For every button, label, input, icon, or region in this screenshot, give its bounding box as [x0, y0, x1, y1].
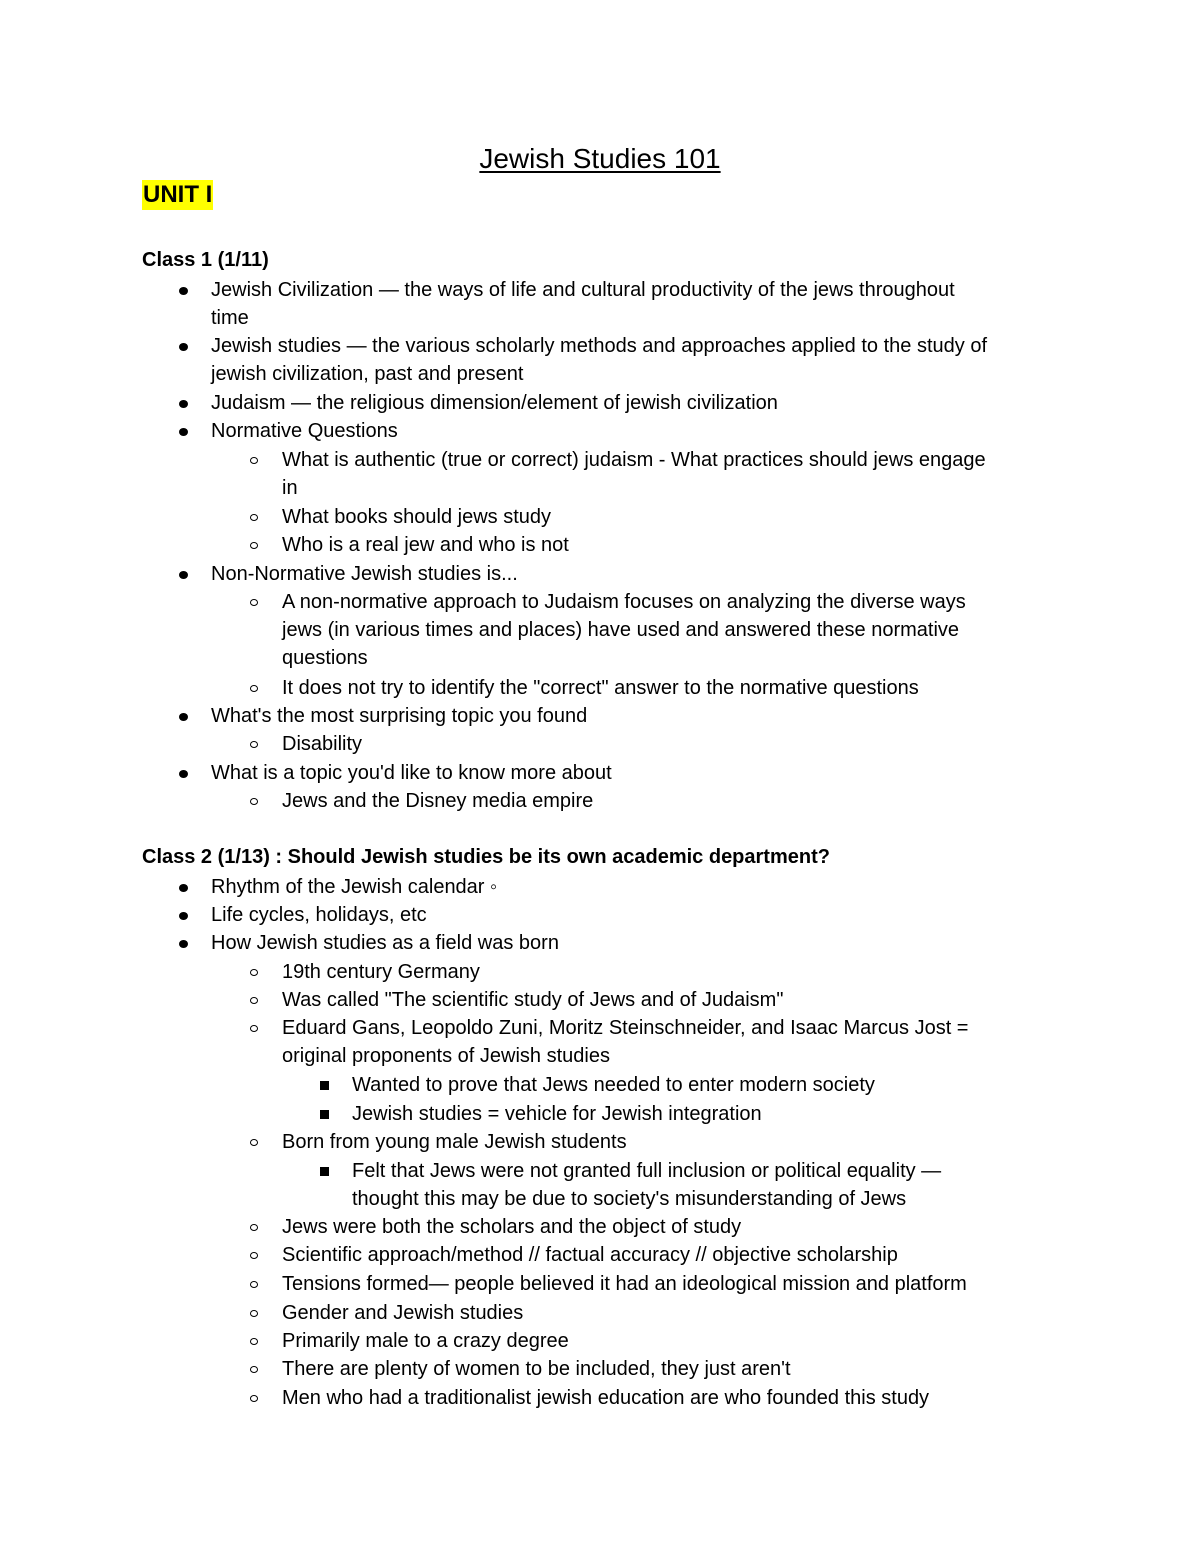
sub-sub-list-item: Jewish studies = vehicle for Jewish integration	[352, 1103, 762, 1125]
sub-list-item: Primarily male to a crazy degree	[282, 1330, 569, 1352]
sub-list-item-continuation: questions	[282, 647, 368, 669]
document-title: Jewish Studies 101	[479, 143, 721, 174]
square-bullet-icon	[314, 1071, 334, 1099]
bullet-icon	[173, 901, 193, 929]
class-2-heading: Class 2 (1/13) : Should Jewish studies be its own academic department?	[142, 846, 830, 868]
bullet-icon	[173, 873, 193, 901]
bullet-icon	[173, 702, 193, 730]
square-bullet-icon	[314, 1157, 334, 1185]
unit-heading: UNIT I	[143, 181, 213, 208]
list-item: What's the most surprising topic you found	[211, 705, 588, 727]
circle-bullet-icon	[244, 1241, 264, 1269]
sub-list-item: Disability	[282, 733, 363, 755]
circle-bullet-icon	[244, 531, 264, 559]
list-item: Jewish Civilization — the ways of life and cultural productivity of the jews throughout	[211, 279, 955, 301]
list-item: Jewish studies — the various scholarly methods and approaches applied to the study of	[211, 335, 987, 357]
sub-sub-list-item-continuation: thought this may be due to society's misunderstanding of Jews	[352, 1188, 907, 1210]
bullet-icon	[173, 929, 193, 957]
sub-list-item-continuation: in	[282, 477, 298, 499]
sub-list-item: Tensions formed— people believed it had an ideological mission and platform	[282, 1273, 967, 1295]
sub-list-item: Jews were both the scholars and the object of study	[282, 1216, 742, 1238]
sub-list-item-continuation: original proponents of Jewish studies	[282, 1045, 610, 1067]
bullet-icon	[173, 560, 193, 588]
sub-list-item: Jews and the Disney media empire	[282, 790, 594, 812]
circle-bullet-icon	[244, 1355, 264, 1383]
circle-bullet-icon	[244, 674, 264, 702]
sub-list-item: Men who had a traditionalist jewish education are who founded this study	[282, 1387, 930, 1409]
sub-sub-list-item: Wanted to prove that Jews needed to enter modern society	[352, 1074, 875, 1096]
circle-bullet-icon	[244, 503, 264, 531]
circle-bullet-icon	[244, 1299, 264, 1327]
circle-bullet-icon	[244, 446, 264, 474]
list-item: How Jewish studies as a field was born	[211, 932, 559, 954]
bullet-icon	[173, 759, 193, 787]
circle-bullet-icon	[244, 1384, 264, 1412]
circle-bullet-icon	[244, 1014, 264, 1042]
sub-sub-list-item: Felt that Jews were not granted full inclusion or political equality —	[352, 1160, 942, 1182]
sub-list-item: 19th century Germany	[282, 961, 480, 983]
class-1-heading: Class 1 (1/11)	[142, 249, 269, 271]
sub-list-item: Who is a real jew and who is not	[282, 534, 569, 556]
list-item: Non-Normative Jewish studies is...	[211, 563, 518, 585]
square-bullet-icon	[314, 1100, 334, 1128]
sub-list-item: Was called "The scientific study of Jews and of Judaism"	[282, 989, 784, 1011]
sub-list-item: Born from young male Jewish students	[282, 1131, 627, 1153]
sub-list-item: Gender and Jewish studies	[282, 1302, 524, 1324]
sub-list-item: What is authentic (true or correct) judaism - What practices should jews engage	[282, 449, 986, 471]
circle-bullet-icon	[244, 1270, 264, 1298]
list-item-continuation: jewish civilization, past and present	[211, 363, 524, 385]
circle-bullet-icon	[244, 787, 264, 815]
list-item: Normative Questions	[211, 420, 398, 442]
sub-list-item-continuation: jews (in various times and places) have used and answered these normative	[282, 619, 960, 641]
circle-bullet-icon	[244, 986, 264, 1014]
circle-bullet-icon	[244, 958, 264, 986]
list-item: What is a topic you'd like to know more about	[211, 762, 612, 784]
bullet-icon	[173, 417, 193, 445]
sub-list-item: A non-normative approach to Judaism focuses on analyzing the diverse ways	[282, 591, 966, 613]
circle-bullet-icon	[244, 1128, 264, 1156]
circle-bullet-icon	[244, 1213, 264, 1241]
list-item: Life cycles, holidays, etc	[211, 904, 427, 926]
bullet-icon	[173, 276, 193, 304]
circle-bullet-icon	[244, 588, 264, 616]
list-item: Judaism — the religious dimension/element of jewish civilization	[211, 392, 778, 414]
circle-bullet-icon	[244, 730, 264, 758]
sub-list-item: There are plenty of women to be included, they just aren't	[282, 1358, 791, 1380]
sub-list-item: Eduard Gans, Leopoldo Zuni, Moritz Steinschneider, and Isaac Marcus Jost =	[282, 1017, 969, 1039]
sub-list-item: What books should jews study	[282, 506, 552, 528]
list-item: Rhythm of the Jewish calendar ◦	[211, 876, 498, 898]
sub-list-item: Scientific approach/method // factual accuracy // objective scholarship	[282, 1244, 898, 1266]
circle-bullet-icon	[244, 1327, 264, 1355]
list-item-continuation: time	[211, 307, 249, 329]
bullet-icon	[173, 389, 193, 417]
sub-list-item: It does not try to identify the "correct" answer to the normative questions	[282, 677, 919, 699]
bullet-icon	[173, 332, 193, 360]
